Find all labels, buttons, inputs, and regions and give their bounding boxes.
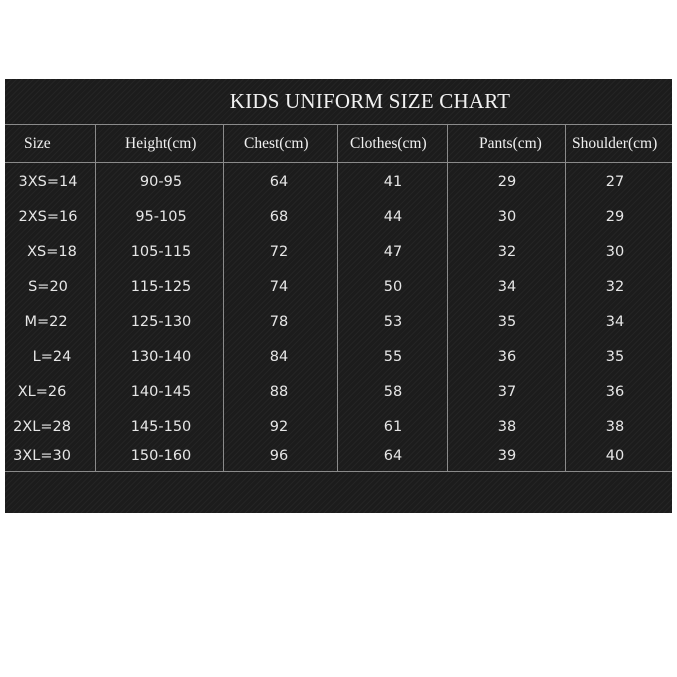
clothes-cell: 53 bbox=[383, 314, 403, 330]
header-bottom-rule bbox=[5, 162, 672, 163]
table-row bbox=[5, 305, 672, 340]
shoulder-cell: 35 bbox=[605, 349, 625, 365]
pants-cell: 30 bbox=[497, 209, 517, 225]
clothes-cell: 55 bbox=[383, 349, 403, 365]
chest-cell: 74 bbox=[269, 279, 289, 295]
column-header-shoulder: Shoulder(cm) bbox=[572, 135, 658, 152]
size-cell: S=20 bbox=[28, 279, 68, 295]
chart-title: KIDS UNIFORM SIZE CHART bbox=[229, 89, 511, 113]
clothes-cell: 41 bbox=[383, 174, 403, 190]
size-cell: L=24 bbox=[32, 349, 72, 365]
height-cell: 90-95 bbox=[139, 174, 183, 190]
clothes-cell: 64 bbox=[383, 448, 403, 464]
clothes-cell: 44 bbox=[383, 209, 403, 225]
chest-cell: 92 bbox=[269, 419, 289, 435]
size-cell: 2XS=16 bbox=[18, 209, 78, 225]
shoulder-cell: 30 bbox=[605, 244, 625, 260]
table-row bbox=[5, 439, 672, 474]
column-header-clothes: Clothes(cm) bbox=[350, 135, 427, 152]
height-cell: 130-140 bbox=[130, 349, 192, 365]
clothes-cell: 47 bbox=[383, 244, 403, 260]
height-cell: 95-105 bbox=[135, 209, 187, 225]
clothes-cell: 50 bbox=[383, 279, 403, 295]
height-cell: 150-160 bbox=[130, 448, 192, 464]
pants-cell: 38 bbox=[497, 419, 517, 435]
pants-cell: 34 bbox=[497, 279, 517, 295]
chest-cell: 64 bbox=[269, 174, 289, 190]
pants-cell: 37 bbox=[497, 384, 517, 400]
shoulder-cell: 38 bbox=[605, 419, 625, 435]
table-row bbox=[5, 235, 672, 270]
table-row bbox=[5, 270, 672, 305]
chest-cell: 68 bbox=[269, 209, 289, 225]
chest-cell: 72 bbox=[269, 244, 289, 260]
pants-cell: 29 bbox=[497, 174, 517, 190]
table-row bbox=[5, 200, 672, 235]
size-cell: 3XS=14 bbox=[18, 174, 78, 190]
height-cell: 140-145 bbox=[130, 384, 192, 400]
shoulder-cell: 36 bbox=[605, 384, 625, 400]
chest-cell: 84 bbox=[269, 349, 289, 365]
shoulder-cell: 34 bbox=[605, 314, 625, 330]
pants-cell: 39 bbox=[497, 448, 517, 464]
shoulder-cell: 40 bbox=[605, 448, 625, 464]
pants-cell: 36 bbox=[497, 349, 517, 365]
column-header-pants: Pants(cm) bbox=[479, 135, 542, 152]
height-cell: 115-125 bbox=[130, 279, 192, 295]
chest-cell: 96 bbox=[269, 448, 289, 464]
table-row bbox=[5, 375, 672, 410]
table-row bbox=[5, 340, 672, 375]
clothes-cell: 61 bbox=[383, 419, 403, 435]
chest-cell: 78 bbox=[269, 314, 289, 330]
pants-cell: 35 bbox=[497, 314, 517, 330]
pants-cell: 32 bbox=[497, 244, 517, 260]
height-cell: 125-130 bbox=[130, 314, 192, 330]
shoulder-cell: 29 bbox=[605, 209, 625, 225]
height-cell: 145-150 bbox=[130, 419, 192, 435]
size-cell: 3XL=30 bbox=[13, 448, 71, 464]
size-cell: 2XL=28 bbox=[13, 419, 71, 435]
column-header-size: Size bbox=[24, 135, 51, 152]
size-cell: XL=26 bbox=[17, 384, 67, 400]
size-chart bbox=[5, 79, 672, 513]
clothes-cell: 58 bbox=[383, 384, 403, 400]
column-header-chest: Chest(cm) bbox=[244, 135, 309, 152]
chest-cell: 88 bbox=[269, 384, 289, 400]
shoulder-cell: 27 bbox=[605, 174, 625, 190]
size-cell: XS=18 bbox=[27, 244, 77, 260]
table-row bbox=[5, 165, 672, 200]
shoulder-cell: 32 bbox=[605, 279, 625, 295]
column-header-height: Height(cm) bbox=[125, 135, 197, 152]
height-cell: 105-115 bbox=[130, 244, 192, 260]
size-cell: M=22 bbox=[24, 314, 68, 330]
